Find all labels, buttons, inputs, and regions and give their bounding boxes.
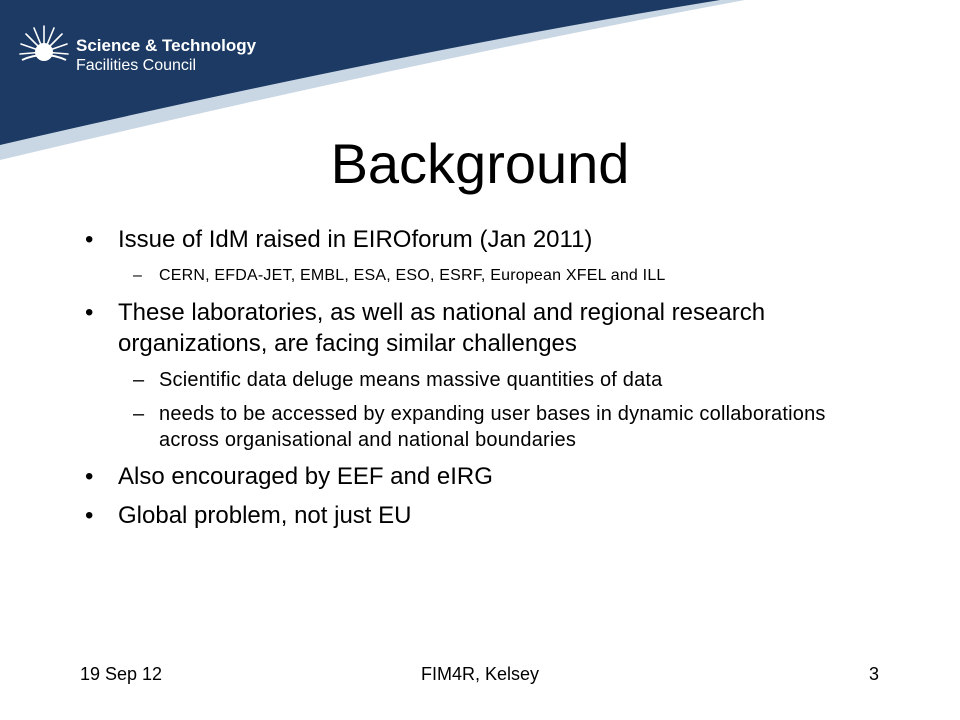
bullet-item [85, 297, 875, 359]
bullet-marker: • [85, 502, 94, 529]
dash-marker: – [133, 267, 143, 284]
slide-title: Background [330, 132, 630, 195]
bullet-text: Global problem, not just EU [118, 502, 412, 529]
page-number: 3 [869, 664, 880, 684]
sub-bullet-text: Scientific data deluge means massive quantities of data [159, 369, 663, 391]
sub-bullet-item [85, 367, 875, 393]
dash-marker: – [133, 403, 145, 425]
bullet-marker: • [85, 226, 94, 253]
sub-bullet-item [85, 401, 875, 453]
bullet-marker: • [85, 299, 94, 326]
logo-text-line1: Science & Technology [76, 36, 257, 55]
logo-text-line2: Facilities Council [76, 57, 197, 74]
stfc-logo [18, 22, 257, 74]
bullet-text: These laboratories, as well as national and regional research organizations, are facing similar challenges [118, 299, 766, 357]
bullet-text: Also encouraged by EEF and eIRG [118, 463, 493, 490]
footer-date: 19 Sep 12 [80, 664, 163, 684]
slide-body [85, 224, 875, 539]
bullet-item [85, 224, 875, 255]
bullet-item [85, 461, 875, 492]
sub-bullet-text: needs to be accessed by expanding user bases in dynamic collaborations across organisational and national boundaries [159, 403, 826, 451]
dash-marker: – [133, 369, 145, 391]
bullet-item [85, 500, 875, 531]
sunburst-icon [18, 22, 70, 70]
sub-bullet-item [85, 263, 875, 289]
bullet-marker: • [85, 463, 94, 490]
sub-bullet-text: CERN, EFDA-JET, EMBL, ESA, ESO, ESRF, European XFEL and ILL [159, 267, 666, 284]
footer-title: FIM4R, Kelsey [420, 664, 540, 684]
bullet-text: Issue of IdM raised in EIROforum (Jan 2011) [118, 226, 593, 253]
